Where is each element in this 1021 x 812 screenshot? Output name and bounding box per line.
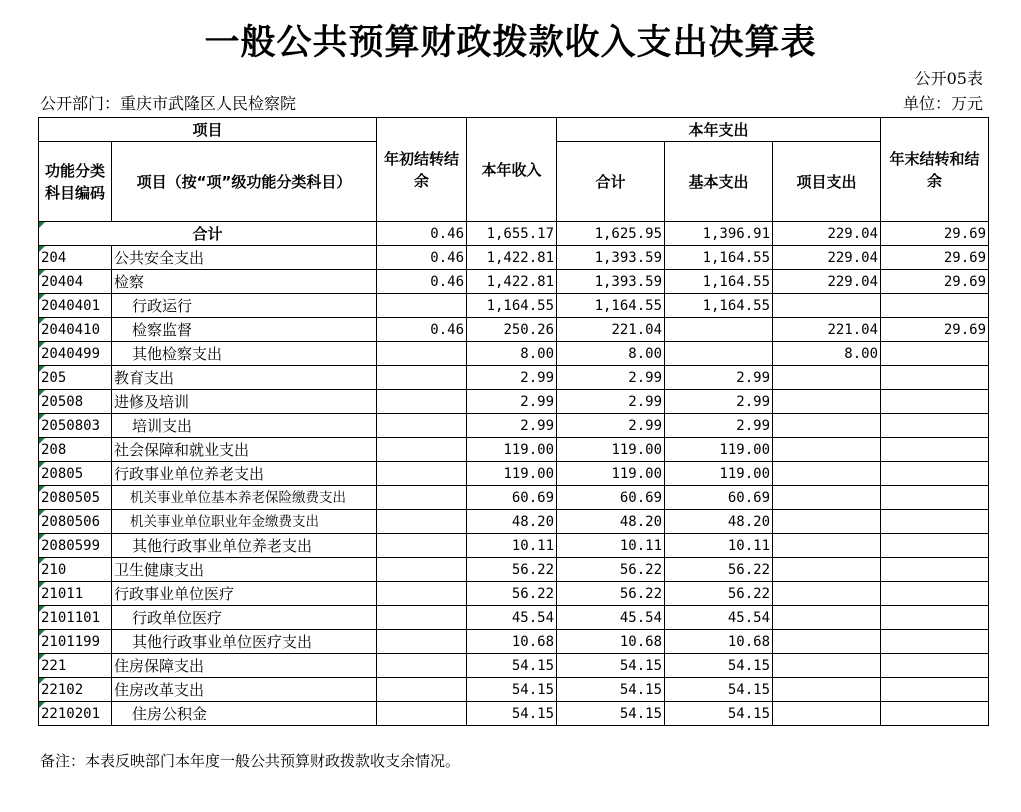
total-label: 合计: [39, 222, 377, 246]
table-row: [39, 606, 989, 630]
row-code: 2050803: [39, 414, 112, 438]
row-income: 60.69: [467, 486, 557, 510]
table-row: [39, 414, 989, 438]
row-expense-basic: 119.00: [665, 462, 773, 486]
row-end-balance: [881, 294, 989, 318]
row-item-name: 行政事业单位养老支出: [112, 462, 377, 486]
row-item-name: 卫生健康支出: [112, 558, 377, 582]
total-expense-basic: 1,396.91: [665, 222, 773, 246]
row-item-name: 检察监督: [112, 318, 377, 342]
row-income: 48.20: [467, 510, 557, 534]
row-code: 22102: [39, 678, 112, 702]
row-income: 56.22: [467, 582, 557, 606]
row-expense-project: [773, 462, 881, 486]
total-expense-total: 1,625.95: [557, 222, 665, 246]
row-item-name: 住房保障支出: [112, 654, 377, 678]
row-begin-balance: [377, 510, 467, 534]
table-row: [39, 318, 989, 342]
row-end-balance: [881, 558, 989, 582]
row-expense-basic: [665, 342, 773, 366]
row-expense-total: 45.54: [557, 606, 665, 630]
row-income: 54.15: [467, 678, 557, 702]
row-begin-balance: [377, 294, 467, 318]
table-row: [39, 366, 989, 390]
row-item-name: 公共安全支出: [112, 246, 377, 270]
row-code: 21011: [39, 582, 112, 606]
row-income: 10.11: [467, 534, 557, 558]
row-begin-balance: [377, 486, 467, 510]
row-income: 10.68: [467, 630, 557, 654]
row-expense-total: 48.20: [557, 510, 665, 534]
row-item-name: 机关事业单位职业年金缴费支出: [112, 510, 377, 534]
row-expense-total: 10.68: [557, 630, 665, 654]
row-end-balance: [881, 702, 989, 726]
row-begin-balance: 0.46: [377, 318, 467, 342]
table-row: [39, 534, 989, 558]
row-expense-project: [773, 414, 881, 438]
row-end-balance: 29.69: [881, 318, 989, 342]
row-code: 2080599: [39, 534, 112, 558]
row-end-balance: [881, 582, 989, 606]
row-expense-total: 2.99: [557, 390, 665, 414]
row-income: 54.15: [467, 702, 557, 726]
row-code: 221: [39, 654, 112, 678]
row-expense-total: 10.11: [557, 534, 665, 558]
total-end-balance: 29.69: [881, 222, 989, 246]
row-item-name: 行政运行: [112, 294, 377, 318]
row-expense-project: [773, 294, 881, 318]
table-row: [39, 654, 989, 678]
row-income: 2.99: [467, 414, 557, 438]
row-item-name: 进修及培训: [112, 390, 377, 414]
row-code: 20508: [39, 390, 112, 414]
row-end-balance: [881, 438, 989, 462]
total-row: [39, 222, 989, 246]
table-row: [39, 270, 989, 294]
row-item-name: 其他行政事业单位养老支出: [112, 534, 377, 558]
row-expense-basic: 54.15: [665, 702, 773, 726]
row-expense-basic: 54.15: [665, 654, 773, 678]
row-expense-project: 229.04: [773, 246, 881, 270]
row-begin-balance: [377, 678, 467, 702]
row-begin-balance: [377, 630, 467, 654]
row-expense-total: 54.15: [557, 654, 665, 678]
row-expense-total: 2.99: [557, 414, 665, 438]
row-income: 2.99: [467, 390, 557, 414]
row-income: 1,422.81: [467, 270, 557, 294]
row-begin-balance: [377, 558, 467, 582]
row-end-balance: [881, 366, 989, 390]
row-expense-project: [773, 630, 881, 654]
total-begin-balance: 0.46: [377, 222, 467, 246]
row-expense-total: 56.22: [557, 558, 665, 582]
row-end-balance: [881, 678, 989, 702]
row-expense-total: 2.99: [557, 366, 665, 390]
row-code: 2080505: [39, 486, 112, 510]
row-code: 210: [39, 558, 112, 582]
row-begin-balance: [377, 366, 467, 390]
row-code: 2080506: [39, 510, 112, 534]
row-income: 54.15: [467, 654, 557, 678]
table-row: [39, 582, 989, 606]
row-end-balance: [881, 606, 989, 630]
header-expense-total: 合计: [557, 142, 665, 222]
row-expense-basic: 2.99: [665, 414, 773, 438]
header-project: 项目: [39, 118, 377, 142]
row-expense-project: [773, 534, 881, 558]
table-row: [39, 702, 989, 726]
row-item-name: 机关事业单位基本养老保险缴费支出: [112, 486, 377, 510]
row-expense-project: [773, 654, 881, 678]
row-expense-project: [773, 702, 881, 726]
row-expense-basic: 45.54: [665, 606, 773, 630]
header-func-code: 功能分类科目编码: [39, 142, 112, 222]
row-code: 2210201: [39, 702, 112, 726]
row-expense-total: 54.15: [557, 678, 665, 702]
row-income: 250.26: [467, 318, 557, 342]
header-expense-basic: 基本支出: [665, 142, 773, 222]
row-begin-balance: [377, 606, 467, 630]
table-row: [39, 246, 989, 270]
row-expense-basic: 60.69: [665, 486, 773, 510]
row-expense-project: 8.00: [773, 342, 881, 366]
row-expense-total: 1,164.55: [557, 294, 665, 318]
row-expense-project: 221.04: [773, 318, 881, 342]
row-expense-basic: 56.22: [665, 582, 773, 606]
row-item-name: 检察: [112, 270, 377, 294]
table-row: [39, 678, 989, 702]
header-begin-balance: 年初结转结余: [377, 118, 467, 222]
row-expense-project: [773, 390, 881, 414]
total-income: 1,655.17: [467, 222, 557, 246]
row-expense-project: 229.04: [773, 270, 881, 294]
row-expense-basic: 56.22: [665, 558, 773, 582]
row-expense-total: 221.04: [557, 318, 665, 342]
row-end-balance: [881, 462, 989, 486]
row-code: 205: [39, 366, 112, 390]
row-expense-project: [773, 510, 881, 534]
row-expense-total: 1,393.59: [557, 270, 665, 294]
row-expense-project: [773, 582, 881, 606]
row-income: 56.22: [467, 558, 557, 582]
header-end-balance: 年末结转和结余: [881, 118, 989, 222]
row-end-balance: [881, 510, 989, 534]
row-expense-project: [773, 366, 881, 390]
row-expense-basic: 119.00: [665, 438, 773, 462]
row-end-balance: 29.69: [881, 246, 989, 270]
row-begin-balance: [377, 654, 467, 678]
row-expense-total: 60.69: [557, 486, 665, 510]
row-code: 204: [39, 246, 112, 270]
table-row: [39, 486, 989, 510]
table-row: [39, 342, 989, 366]
row-expense-total: 119.00: [557, 438, 665, 462]
table-row: [39, 558, 989, 582]
row-income: 119.00: [467, 438, 557, 462]
row-code: 2101199: [39, 630, 112, 654]
row-code: 2101101: [39, 606, 112, 630]
row-code: 208: [39, 438, 112, 462]
header-item-name: 项目（按“项”级功能分类科目）: [112, 142, 377, 222]
table-row: [39, 390, 989, 414]
table-row: [39, 438, 989, 462]
row-item-name: 行政事业单位医疗: [112, 582, 377, 606]
row-expense-total: 56.22: [557, 582, 665, 606]
row-begin-balance: [377, 462, 467, 486]
row-expense-basic: 2.99: [665, 390, 773, 414]
page-title: 一般公共预算财政拨款收入支出决算表: [204, 23, 817, 63]
row-begin-balance: 0.46: [377, 246, 467, 270]
table-row: [39, 510, 989, 534]
row-end-balance: [881, 342, 989, 366]
row-expense-project: [773, 558, 881, 582]
row-expense-basic: 2.99: [665, 366, 773, 390]
row-expense-total: 8.00: [557, 342, 665, 366]
row-expense-basic: 48.20: [665, 510, 773, 534]
row-income: 8.00: [467, 342, 557, 366]
row-expense-basic: 54.15: [665, 678, 773, 702]
header-expense-group: 本年支出: [557, 118, 881, 142]
row-expense-total: 54.15: [557, 702, 665, 726]
row-item-name: 住房改革支出: [112, 678, 377, 702]
row-item-name: 行政单位医疗: [112, 606, 377, 630]
row-end-balance: 29.69: [881, 270, 989, 294]
row-item-name: 其他行政事业单位医疗支出: [112, 630, 377, 654]
row-item-name: 培训支出: [112, 414, 377, 438]
row-end-balance: [881, 654, 989, 678]
row-income: 45.54: [467, 606, 557, 630]
row-begin-balance: 0.46: [377, 270, 467, 294]
row-expense-basic: 1,164.55: [665, 246, 773, 270]
department-label: 公开部门：重庆市武隆区人民检察院: [40, 94, 297, 113]
row-end-balance: [881, 534, 989, 558]
row-begin-balance: [377, 414, 467, 438]
row-end-balance: [881, 486, 989, 510]
row-expense-basic: 10.68: [665, 630, 773, 654]
row-expense-basic: [665, 318, 773, 342]
row-end-balance: [881, 390, 989, 414]
row-expense-total: 119.00: [557, 462, 665, 486]
row-item-name: 其他检察支出: [112, 342, 377, 366]
budget-table: [38, 117, 989, 726]
table-row: [39, 630, 989, 654]
row-income: 119.00: [467, 462, 557, 486]
total-expense-project: 229.04: [773, 222, 881, 246]
row-begin-balance: [377, 438, 467, 462]
table-row: [39, 462, 989, 486]
row-item-name: 住房公积金: [112, 702, 377, 726]
header-income: 本年收入: [467, 118, 557, 222]
row-begin-balance: [377, 702, 467, 726]
row-item-name: 教育支出: [112, 366, 377, 390]
row-expense-project: [773, 486, 881, 510]
row-begin-balance: [377, 534, 467, 558]
form-number: 公开05表: [914, 69, 983, 88]
footnote: 备注：本表反映部门本年度一般公共预算财政拨款收支余情况。: [40, 752, 461, 770]
row-expense-basic: 10.11: [665, 534, 773, 558]
header-expense-project: 项目支出: [773, 142, 881, 222]
row-expense-project: [773, 606, 881, 630]
table-row: [39, 294, 989, 318]
row-begin-balance: [377, 342, 467, 366]
row-expense-project: [773, 438, 881, 462]
row-income: 1,422.81: [467, 246, 557, 270]
row-expense-project: [773, 678, 881, 702]
row-end-balance: [881, 630, 989, 654]
row-begin-balance: [377, 390, 467, 414]
row-code: 2040499: [39, 342, 112, 366]
row-income: 2.99: [467, 366, 557, 390]
unit-label: 单位：万元: [902, 94, 983, 113]
row-code: 20404: [39, 270, 112, 294]
row-income: 1,164.55: [467, 294, 557, 318]
row-begin-balance: [377, 582, 467, 606]
row-expense-total: 1,393.59: [557, 246, 665, 270]
row-code: 2040401: [39, 294, 112, 318]
row-item-name: 社会保障和就业支出: [112, 438, 377, 462]
row-code: 2040410: [39, 318, 112, 342]
row-expense-basic: 1,164.55: [665, 294, 773, 318]
row-end-balance: [881, 414, 989, 438]
row-expense-basic: 1,164.55: [665, 270, 773, 294]
row-code: 20805: [39, 462, 112, 486]
